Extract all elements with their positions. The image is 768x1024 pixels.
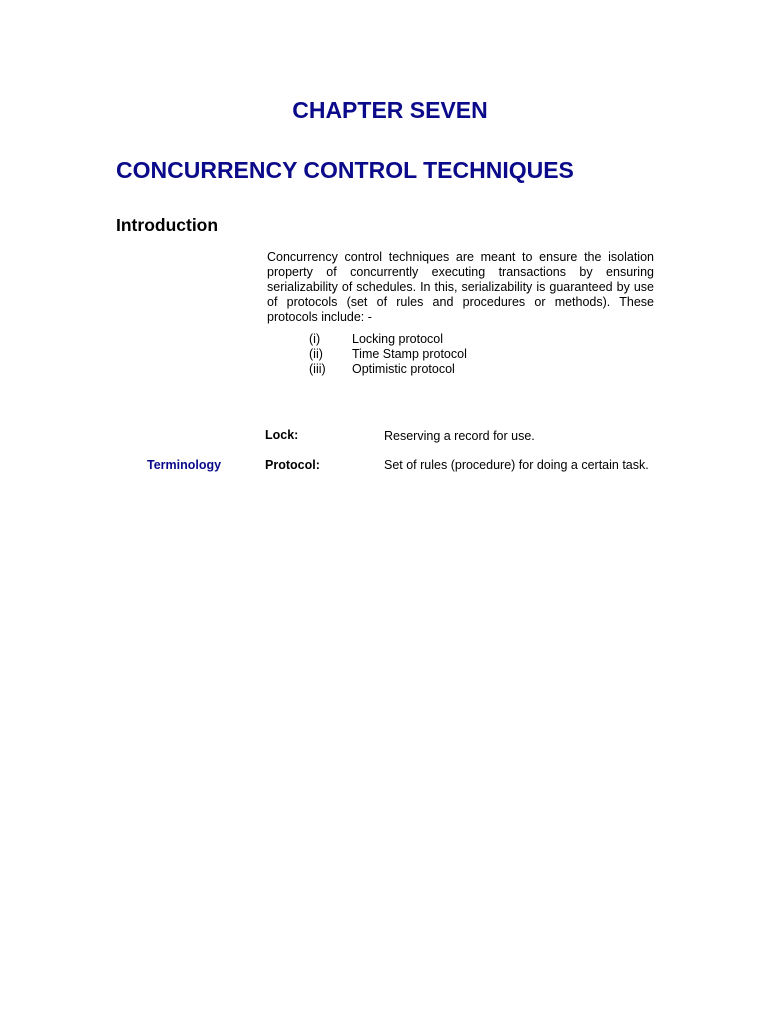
list-item (267, 347, 654, 362)
term-lock-label: Lock: (265, 428, 299, 442)
introduction-paragraph: Concurrency control techniques are meant to ensure the isolation property of concurrently executing transactions by ensuring serializability of schedules. In this, serializability is guaranteed by use of protocols (set of rules and procedures or methods). These protocols include: - (267, 250, 654, 324)
list-item (267, 362, 654, 377)
chapter-title: CONCURRENCY CONTROL TECHNIQUES (116, 157, 574, 183)
list-item-number: (i) (309, 332, 321, 346)
term-protocol-definition: Set of rules (procedure) for doing a certain task. (384, 458, 649, 472)
chapter-label: CHAPTER SEVEN (292, 97, 488, 123)
introduction-heading: Introduction (116, 215, 219, 235)
list-item-number: (iii) (309, 362, 326, 376)
term-lock-definition: Reserving a record for use. (384, 429, 535, 443)
term-protocol-label: Protocol: (265, 458, 320, 472)
list-item-number: (ii) (309, 347, 323, 361)
list-item-text: Optimistic protocol (352, 362, 455, 376)
protocol-list (267, 332, 654, 377)
list-item (267, 332, 654, 347)
list-item-text: Time Stamp protocol (352, 347, 467, 361)
terminology-margin-label: Terminology (147, 458, 222, 472)
list-item-text: Locking protocol (352, 332, 444, 346)
